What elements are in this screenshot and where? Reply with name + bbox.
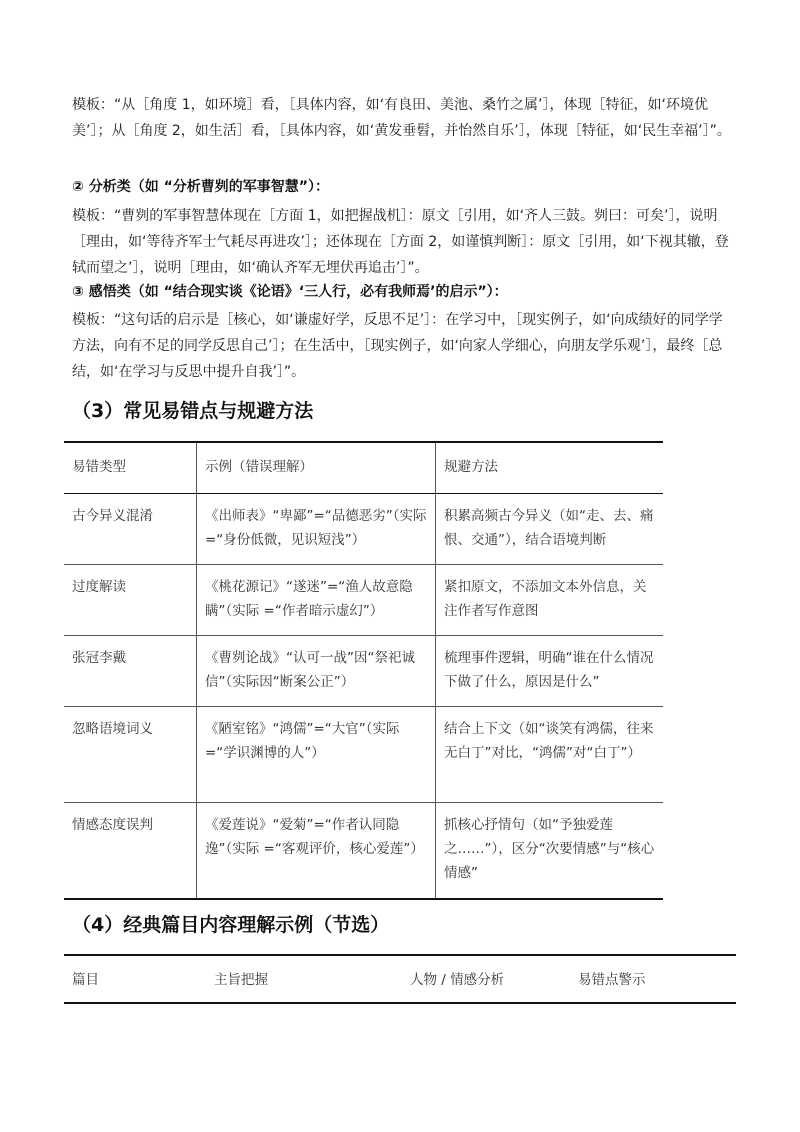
cell-example: 《曹刿论战》“认可一战”因“祭祀诚信”（实际因“断案公正”）: [197, 636, 436, 707]
cell-method: 结合上下文（如“谈笑有鸿儒，往来无白丁”对比，“鸿儒”对“白丁”）: [436, 707, 664, 803]
cell-method: 积累高频古今异义（如“走、去、痛恨、交通”），结合语境判断: [436, 494, 664, 565]
section-4-title: （4）经典篇目内容理解示例（节选）: [72, 914, 390, 936]
cell-example: 《陋室铭》“鸿儒”=“大官”（实际=“学识渊博的人”）: [197, 707, 436, 803]
header-theme: 主旨把握: [214, 972, 268, 988]
template-paragraph-reflection: 模板：“这句话的启示是［核心，如‘谦虚好学，反思不足’］：在学习中，［现实例子，如‘向成绩好的同学学方法，向有不足的同学反思自己’］；在生活中，［现实例子，如‘向家人学细心，向朋友学乐观’］，最终［总结，如‘在学习与反思中提升自我’］”。: [72, 312, 723, 380]
table-row: [64, 707, 663, 803]
cell-example: 《桃花源记》“遂迷”=“渔人故意隐瞒”（实际 =“作者暗示虚幻”）: [197, 565, 436, 636]
header-avoid-method: 规避方法: [436, 442, 664, 494]
cell-type: 情感态度误判: [72, 817, 153, 833]
classic-texts-table: [64, 954, 736, 1004]
common-mistakes-table: [64, 441, 663, 900]
subheading-analysis: ② 分析类（如 “分析曹刿的军事智慧”）：: [72, 179, 330, 195]
table-row: [64, 803, 663, 899]
cell-method: 抓核心抒情句（如“予独爱莲之……”），区分“次要情感”与“核心情感”: [436, 803, 664, 899]
header-title: 篇目: [72, 972, 99, 988]
cell-type: 张冠李戴: [64, 636, 197, 707]
section-3-title: （3）常见易错点与规避方法: [72, 400, 314, 422]
cell-type: 忽略语境词义: [64, 707, 197, 803]
header-mistake-warning: 易错点警示: [578, 972, 646, 988]
cell-example: 《爱莲说》“爱菊”=“作者认同隐逸”（实际 =“客观评价，核心爱莲”）: [197, 803, 436, 899]
header-character-emotion: 人物 / 情感分析: [410, 972, 505, 988]
cell-method: 梳理事件逻辑，明确“谁在什么情况下做了什么，原因是什么”: [436, 636, 664, 707]
header-example: 示例（错误理解）: [197, 442, 436, 494]
table-header-row: [64, 955, 736, 1003]
cell-type: 古今异义混淆: [64, 494, 197, 565]
table-row: [64, 565, 663, 636]
template-paragraph-description: 模板：“从［角度 1，如环境］看，［具体内容，如‘有良田、美池、桑竹之属’］，体现［特征，如‘环境优美’］；从［角度 2，如生活］看，［具体内容，如‘黄发垂髫，并怡然自乐’］，体现［特征，如‘民生幸福’］”。: [72, 97, 731, 139]
cell-example: 《出师表》“卑鄙”=“品德恶劣”（实际 =“身份低微，见识短浅”）: [197, 494, 436, 565]
table-row: [64, 636, 663, 707]
table-row: [64, 494, 663, 565]
subheading-reflection: ③ 感悟类（如 “结合现实谈《论语》‘三人行，必有我师焉’的启示”）：: [72, 284, 508, 300]
table-header-row: [64, 442, 663, 494]
template-paragraph-analysis: 模板：“曹刿的军事智慧体现在［方面 1，如把握战机］：原文［引用，如‘齐人三鼓。刿曰：可矣’］，说明［理由，如‘等待齐军士气耗尽再进攻’］；还体现在［方面 2，如谨慎判断］：原文［引用，如‘下视其辙，登轼而望之’］，说明［理由，如‘确认齐军无埋伏再追击’］”。: [72, 208, 729, 276]
cell-type: 过度解读: [64, 565, 197, 636]
cell-method: 紧扣原文，不添加文本外信息，关注作者写作意图: [436, 565, 664, 636]
header-mistake-type: 易错类型: [64, 442, 197, 494]
